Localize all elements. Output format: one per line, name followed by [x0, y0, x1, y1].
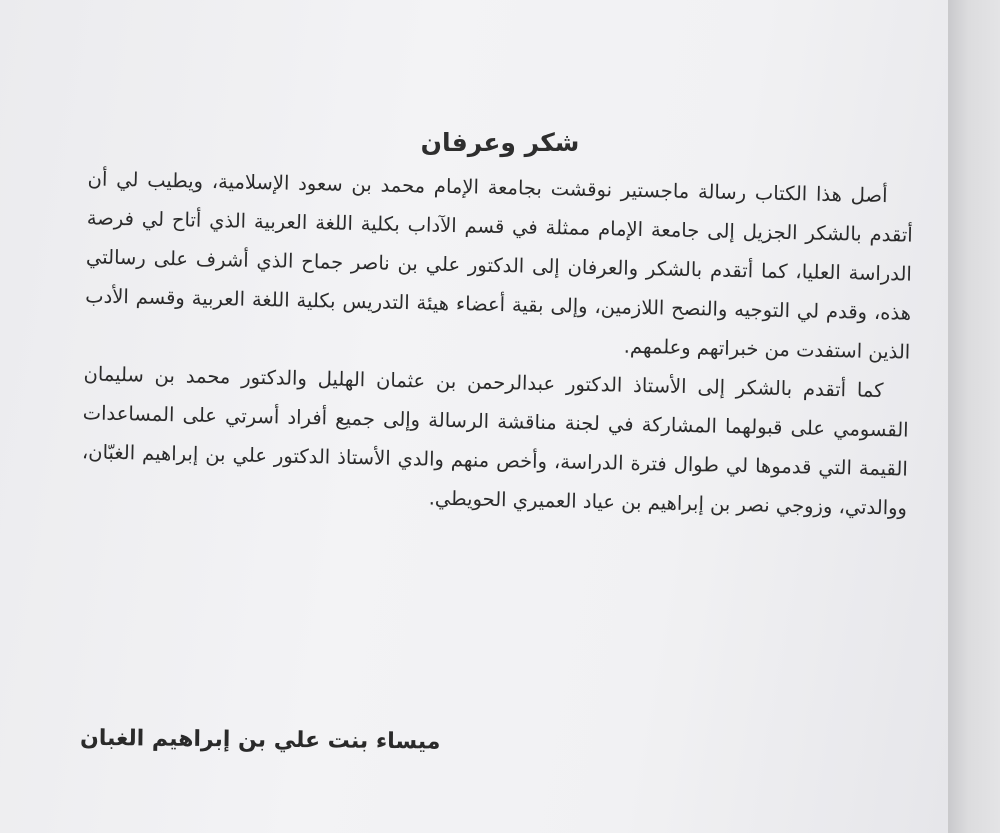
author-signature: ميساء بنت علي بن إبراهيم الغبان — [79, 725, 441, 755]
paragraph-2: كما أتقدم بالشكر إلى الأستاذ الدكتور عبدالرحمن بن عثمان الهليل والدكتور محمد بن سليمان القسومي على قبولهما المشاركة في لجنة مناقشة الرسالة وإلى جميع أفراد أسرتي على المساعدات القيمة التي قدموها لي طوال فترة الدراسة، وأخص منهم والدي الأستاذ الدكتور علي بن إبراهيم الغبّان، ووالدتي، وزوجي نصر بن إبراهيم بن عياد العميري الحويطي. — [81, 362, 909, 520]
acknowledgment-body — [81, 159, 914, 527]
page-title: شكر وعرفان — [420, 128, 580, 157]
next-page-edge — [948, 0, 1000, 833]
paragraph-1: أصل هذا الكتاب رسالة ماجستير نوقشت بجامعة الإمام محمد بن سعود الإسلامية، ويطيب لي أن أتقدم بالشكر الجزيل إلى جامعة الإمام ممثلة في قسم الآداب بكلية اللغة العربية الذي أتاح لي فرصة الدراسة العليا، كما أتقدم بالشكر والعرفان إلى الدكتور علي بن ناصر جماح الذي أشرف على رسالتي هذه، وقدم لي التوجيه والنصح اللازمين، وإلى بقية أعضاء هيئة التدريس بكلية اللغة العربية وقسم الأدب الذين استفدت من خبراتهم وعلمهم. — [84, 167, 913, 364]
